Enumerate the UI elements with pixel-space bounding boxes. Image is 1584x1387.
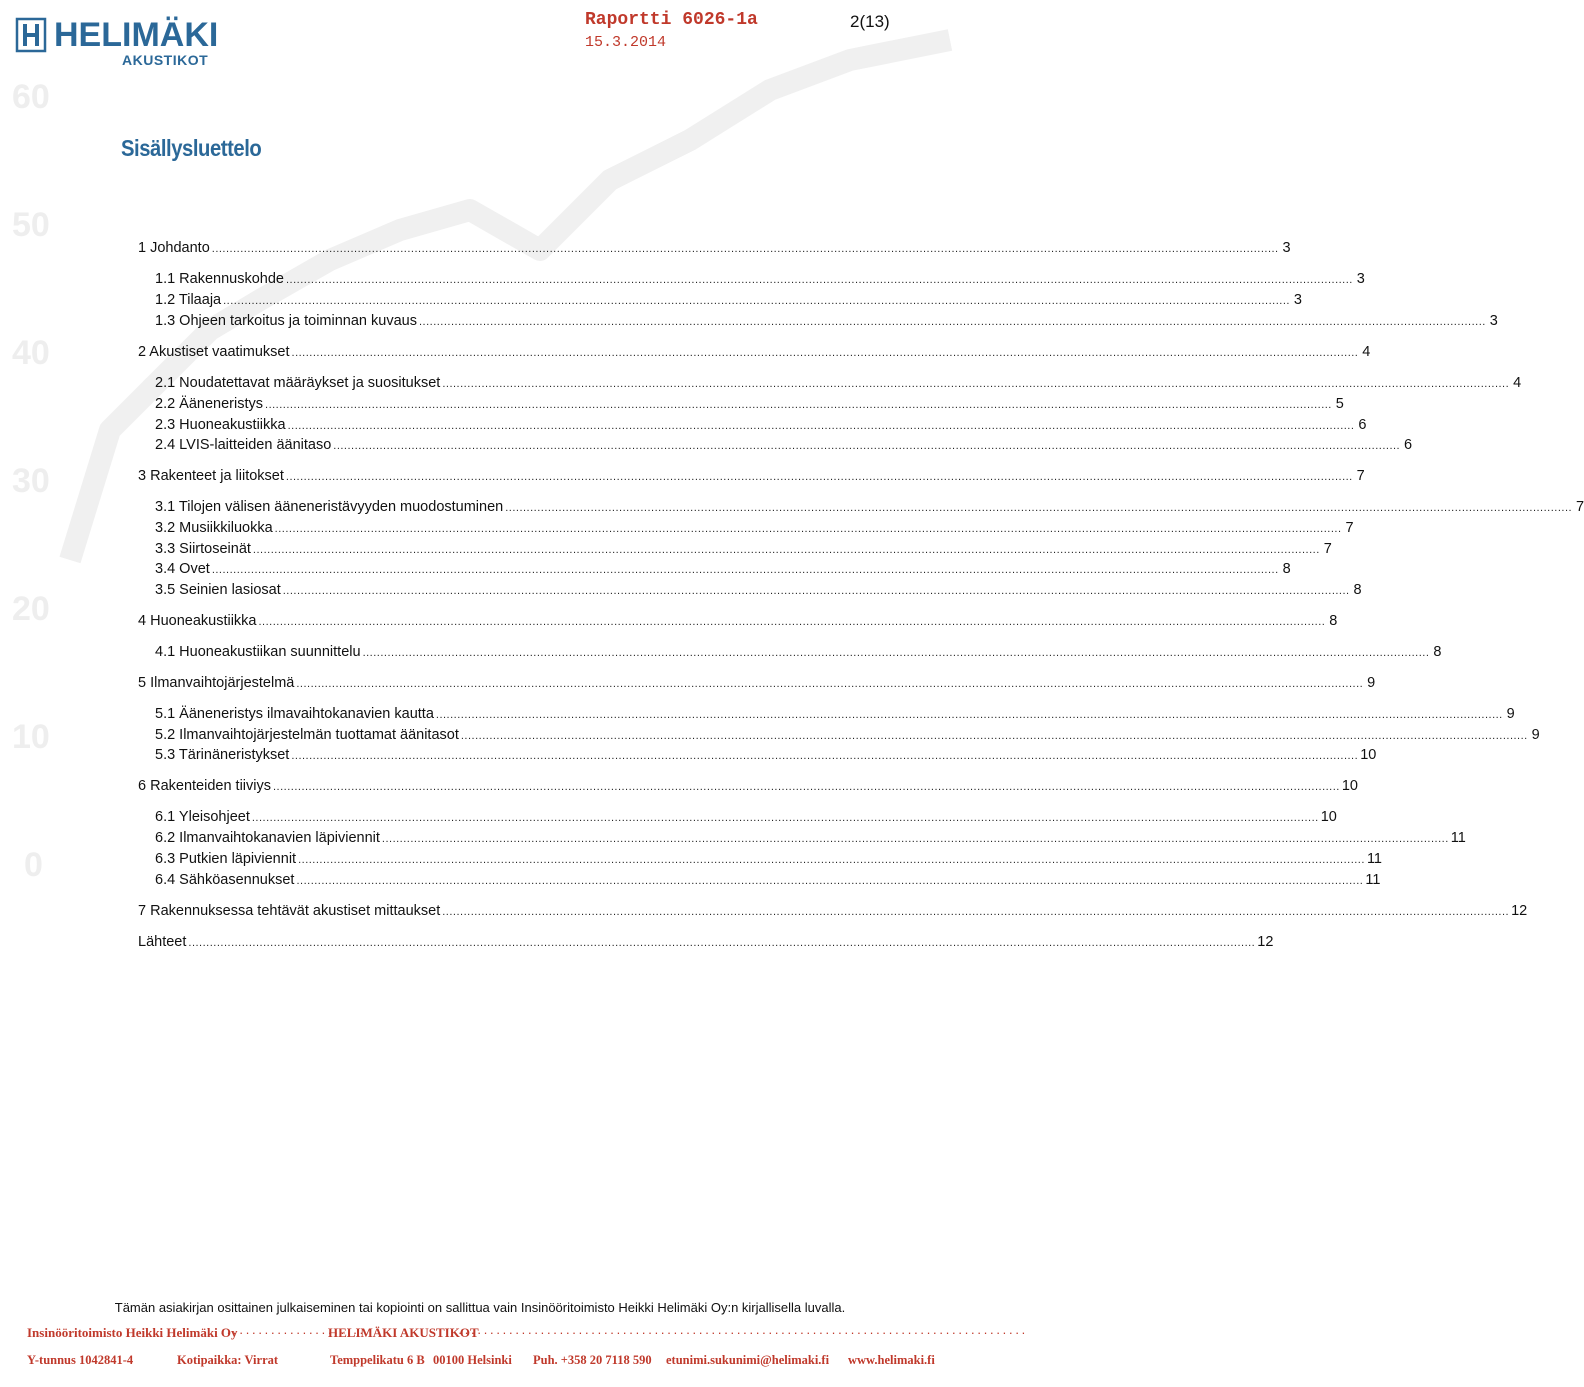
- toc-entry-label: 3.2 Musiikkiluokka: [155, 520, 273, 536]
- toc-dot-leader: ............................................................................................................................................................................................................................................................................................................: [362, 647, 1430, 659]
- toc-entry-label: 4.1 Huoneakustiikan suunnittelu: [155, 644, 361, 660]
- logo-subtitle: AKUSTIKOT: [122, 52, 209, 68]
- toc-entry[interactable]: [0, 435, 1413, 455]
- toc-entry-label: 5.2 Ilmanvaihtojärjestelmän tuottamat äänitasot: [155, 727, 459, 743]
- toc-entry-label: 6.1 Yleisohjeet: [155, 809, 250, 825]
- footer-company-name: Insinööritoimisto Heikki Helimäki Oy: [27, 1325, 238, 1340]
- toc-dot-leader: ............................................................................................................................................................................................................................................................................................................: [223, 295, 1290, 307]
- toc-entry-page: 9: [1531, 727, 1540, 743]
- toc-entry[interactable]: [0, 807, 1337, 827]
- toc-dot-leader: ............................................................................................................................................................................................................................................................................................................: [298, 854, 1365, 866]
- toc-entry-page: 6: [1358, 417, 1367, 433]
- footer-domicile: Kotipaikka: Virrat: [177, 1353, 279, 1367]
- toc-entry[interactable]: [0, 342, 1371, 362]
- toc-entry-page: 6: [1404, 437, 1413, 453]
- svg-text:60: 60: [12, 78, 50, 116]
- footer-website[interactable]: www.helimaki.fi: [848, 1353, 935, 1367]
- toc-entry-page: 3: [1293, 292, 1302, 308]
- toc-entry-label: 2.4 LVIS-laitteiden äänitaso: [155, 437, 332, 453]
- toc-dot-leader: ............................................................................................................................................................................................................................................................................................................: [333, 440, 1401, 452]
- toc-entry-label: 3.3 Siirtoseinät: [155, 541, 251, 557]
- toc-entry-page: 8: [1282, 561, 1291, 577]
- toc-entry-label: 2 Akustiset vaatimukset: [138, 344, 290, 360]
- svg-text:20: 20: [12, 590, 50, 628]
- toc-entry-label: 6.3 Putkien läpiviennit: [155, 851, 297, 867]
- toc-entry-page: 7: [1356, 468, 1365, 484]
- toc-entry-label: 6.2 Ilmanvaihtokanavien läpiviennit: [155, 830, 380, 846]
- toc-entry[interactable]: [0, 580, 1362, 600]
- toc-entry[interactable]: [0, 518, 1354, 538]
- toc-entry[interactable]: [0, 673, 1376, 693]
- toc-dot-leader: ............................................................................................................................................................................................................................................................................................................: [442, 378, 1510, 390]
- toc-dot-leader: ............................................................................................................................................................................................................................................................................................................: [381, 833, 1449, 845]
- toc-dot-leader: ............................................................................................................................................................................................................................................................................................................: [265, 399, 1332, 411]
- footer-city: 00100 Helsinki: [433, 1353, 512, 1367]
- toc-entry-page: 10: [1341, 778, 1358, 794]
- toc-dot-leader: ............................................................................................................................................................................................................................................................................................................: [211, 243, 1279, 255]
- toc-entry-label: 1.1 Rakennuskohde: [155, 271, 284, 287]
- toc-entry-page: 8: [1329, 613, 1338, 629]
- toc-entry-page: 12: [1511, 903, 1528, 919]
- toc-entry-page: 3: [1489, 313, 1498, 329]
- toc-entry-label: 7 Rakennuksessa tehtävät akustiset mittaukset: [138, 903, 441, 919]
- svg-text:10: 10: [12, 718, 50, 756]
- toc-entry-label: 3 Rakenteet ja liitokset: [138, 468, 284, 484]
- toc-entry[interactable]: [0, 373, 1522, 393]
- toc-entry-label: 6.4 Sähköasennukset: [155, 872, 295, 888]
- toc-dot-leader: ............................................................................................................................................................................................................................................................................................................: [286, 274, 1353, 286]
- toc-entry-page: 5: [1335, 396, 1344, 412]
- toc-entry-label: 5.1 Ääneneristys ilmavaihtokanavien kautta: [155, 706, 434, 722]
- toc-entry-label: 4 Huoneakustiikka: [138, 613, 257, 629]
- toc-dot-leader: ............................................................................................................................................................................................................................................................................................................: [274, 523, 1342, 535]
- toc-entry-page: 11: [1365, 872, 1381, 888]
- svg-text:30: 30: [12, 462, 50, 500]
- toc-entry[interactable]: [0, 642, 1442, 662]
- toc-dot-leader: ............................................................................................................................................................................................................................................................................................................: [188, 937, 1256, 949]
- toc-entry-page: 10: [1320, 809, 1337, 825]
- toc-entry[interactable]: [0, 415, 1367, 435]
- toc-entry-page: 9: [1506, 706, 1515, 722]
- toc-entry-label: 2.3 Huoneakustiikka: [155, 417, 286, 433]
- footer-divider: ··························································································: [458, 1325, 1028, 1340]
- toc-entry[interactable]: [0, 559, 1291, 579]
- toc-entry[interactable]: [0, 290, 1302, 310]
- footer-business-id: Y-tunnus 1042841-4: [27, 1353, 134, 1367]
- toc-dot-leader: ............................................................................................................................................................................................................................................................................................................: [296, 875, 1364, 887]
- toc-entry[interactable]: [0, 539, 1332, 559]
- footer-copyright-note: Tämän asiakirjan osittainen julkaiseminen tai kopiointi on sallittua vain Insinööritoimisto Heikki Helimäki Oy:n kirjallisella luvalla.: [114, 1300, 846, 1315]
- toc-dot-leader: ............................................................................................................................................................................................................................................................................................................: [287, 420, 1355, 432]
- report-date: 15.3.2014: [585, 34, 667, 51]
- toc-entry-label: 2.2 Ääneneristys: [155, 396, 264, 412]
- toc-entry-page: 3: [1356, 271, 1365, 287]
- toc-entry-page: 8: [1433, 644, 1442, 660]
- footer-street: Temppelikatu 6 B: [330, 1353, 425, 1367]
- toc-entry[interactable]: [0, 704, 1515, 724]
- toc-entry-page: 8: [1353, 582, 1362, 598]
- toc-entry[interactable]: [0, 776, 1358, 796]
- footer-email[interactable]: etunimi.sukunimi@helimaki.fi: [666, 1353, 830, 1367]
- toc-entry-page: 10: [1360, 747, 1377, 763]
- toc-dot-leader: ............................................................................................................................................................................................................................................................................................................: [505, 502, 1573, 514]
- toc-entry-page: 7: [1576, 499, 1584, 515]
- toc-entry-label: Lähteet: [138, 934, 187, 950]
- toc-entry[interactable]: [0, 870, 1381, 890]
- toc-dot-leader: ............................................................................................................................................................................................................................................................................................................: [211, 564, 1279, 576]
- page-indicator: 2(13): [850, 12, 890, 31]
- toc-entry[interactable]: [0, 269, 1365, 289]
- logo-name: HELIMÄKI: [54, 16, 219, 54]
- toc-dot-leader: ............................................................................................................................................................................................................................................................................................................: [282, 585, 1350, 597]
- toc-entry-page: 11: [1450, 830, 1466, 846]
- toc-title: Sisällysluettelo: [121, 135, 262, 161]
- toc-dot-leader: ............................................................................................................................................................................................................................................................................................................: [258, 616, 1326, 628]
- svg-text:0: 0: [24, 846, 43, 884]
- toc-entry[interactable]: [0, 849, 1382, 869]
- toc-entry-page: 4: [1513, 375, 1522, 391]
- toc-dot-leader: ............................................................................................................................................................................................................................................................................................................: [251, 812, 1319, 824]
- toc-entry-page: 7: [1345, 520, 1354, 536]
- svg-text:40: 40: [12, 334, 50, 372]
- toc-entry[interactable]: [0, 497, 1584, 517]
- toc-entry[interactable]: [0, 828, 1466, 848]
- toc-entry-page: 12: [1257, 934, 1274, 950]
- toc-entry-page: 4: [1362, 344, 1371, 360]
- toc-dot-leader: ............................................................................................................................................................................................................................................................................................................: [442, 906, 1510, 918]
- toc-entry-label: 1 Johdanto: [138, 240, 210, 256]
- toc-entry[interactable]: [0, 466, 1365, 486]
- toc-entry[interactable]: [0, 311, 1498, 331]
- toc-entry[interactable]: [0, 238, 1291, 258]
- toc-entry-label: 3.1 Tilojen välisen ääneneristävyyden muodostuminen: [155, 499, 504, 515]
- toc-entry[interactable]: [0, 611, 1338, 631]
- toc-dot-leader: ............................................................................................................................................................................................................................................................................................................: [296, 678, 1364, 690]
- toc-entry-page: 11: [1366, 851, 1382, 867]
- toc-dot-leader: ............................................................................................................................................................................................................................................................................................................: [418, 316, 1486, 328]
- toc-entry-label: 5 Ilmanvaihtojärjestelmä: [138, 675, 295, 691]
- helimaki-logo: [16, 16, 219, 72]
- footer-phone: Puh. +358 20 7118 590: [533, 1353, 652, 1367]
- toc-dot-leader: ............................................................................................................................................................................................................................................................................................................: [291, 347, 1359, 359]
- toc-entry-label: 5.3 Tärinäneristykset: [155, 747, 290, 763]
- logo-mark-icon: [16, 18, 46, 52]
- toc-dot-leader: ............................................................................................................................................................................................................................................................................................................: [285, 471, 1353, 483]
- toc-entry[interactable]: [0, 725, 1540, 745]
- toc-entry-label: 2.1 Noudatettavat määräykset ja suositukset: [155, 375, 441, 391]
- toc-entry-label: 3.5 Seinien lasiosat: [155, 582, 281, 598]
- toc-entry-label: 6 Rakenteiden tiiviys: [138, 778, 271, 794]
- toc-entry-label: 1.3 Ohjeen tarkoitus ja toiminnan kuvaus: [155, 313, 417, 329]
- toc-entry-page: 9: [1367, 675, 1376, 691]
- footer-brand: HELIMÄKI AKUSTIKOT: [328, 1325, 479, 1340]
- toc-entry-label: 1.2 Tilaaja: [155, 292, 222, 308]
- toc-entry[interactable]: [0, 394, 1344, 414]
- footer-divider: ·······················: [220, 1325, 366, 1340]
- toc-dot-leader: ............................................................................................................................................................................................................................................................................................................: [435, 709, 1503, 721]
- toc-dot-leader: ............................................................................................................................................................................................................................................................................................................: [273, 781, 1340, 793]
- toc-entry-page: 3: [1282, 240, 1291, 256]
- svg-text:50: 50: [12, 206, 50, 244]
- toc-entry-label: 3.4 Ovet: [155, 561, 210, 577]
- toc-entry[interactable]: [0, 901, 1528, 921]
- toc-dot-leader: ............................................................................................................................................................................................................................................................................................................: [252, 544, 1320, 556]
- report-title: Raportti 6026-1a: [585, 10, 758, 30]
- toc-dot-leader: ............................................................................................................................................................................................................................................................................................................: [460, 730, 1528, 742]
- toc-entry-page: 7: [1323, 541, 1332, 557]
- toc-entry[interactable]: [0, 932, 1274, 952]
- toc-entry[interactable]: [0, 745, 1377, 765]
- toc-dot-leader: ............................................................................................................................................................................................................................................................................................................: [291, 750, 1359, 762]
